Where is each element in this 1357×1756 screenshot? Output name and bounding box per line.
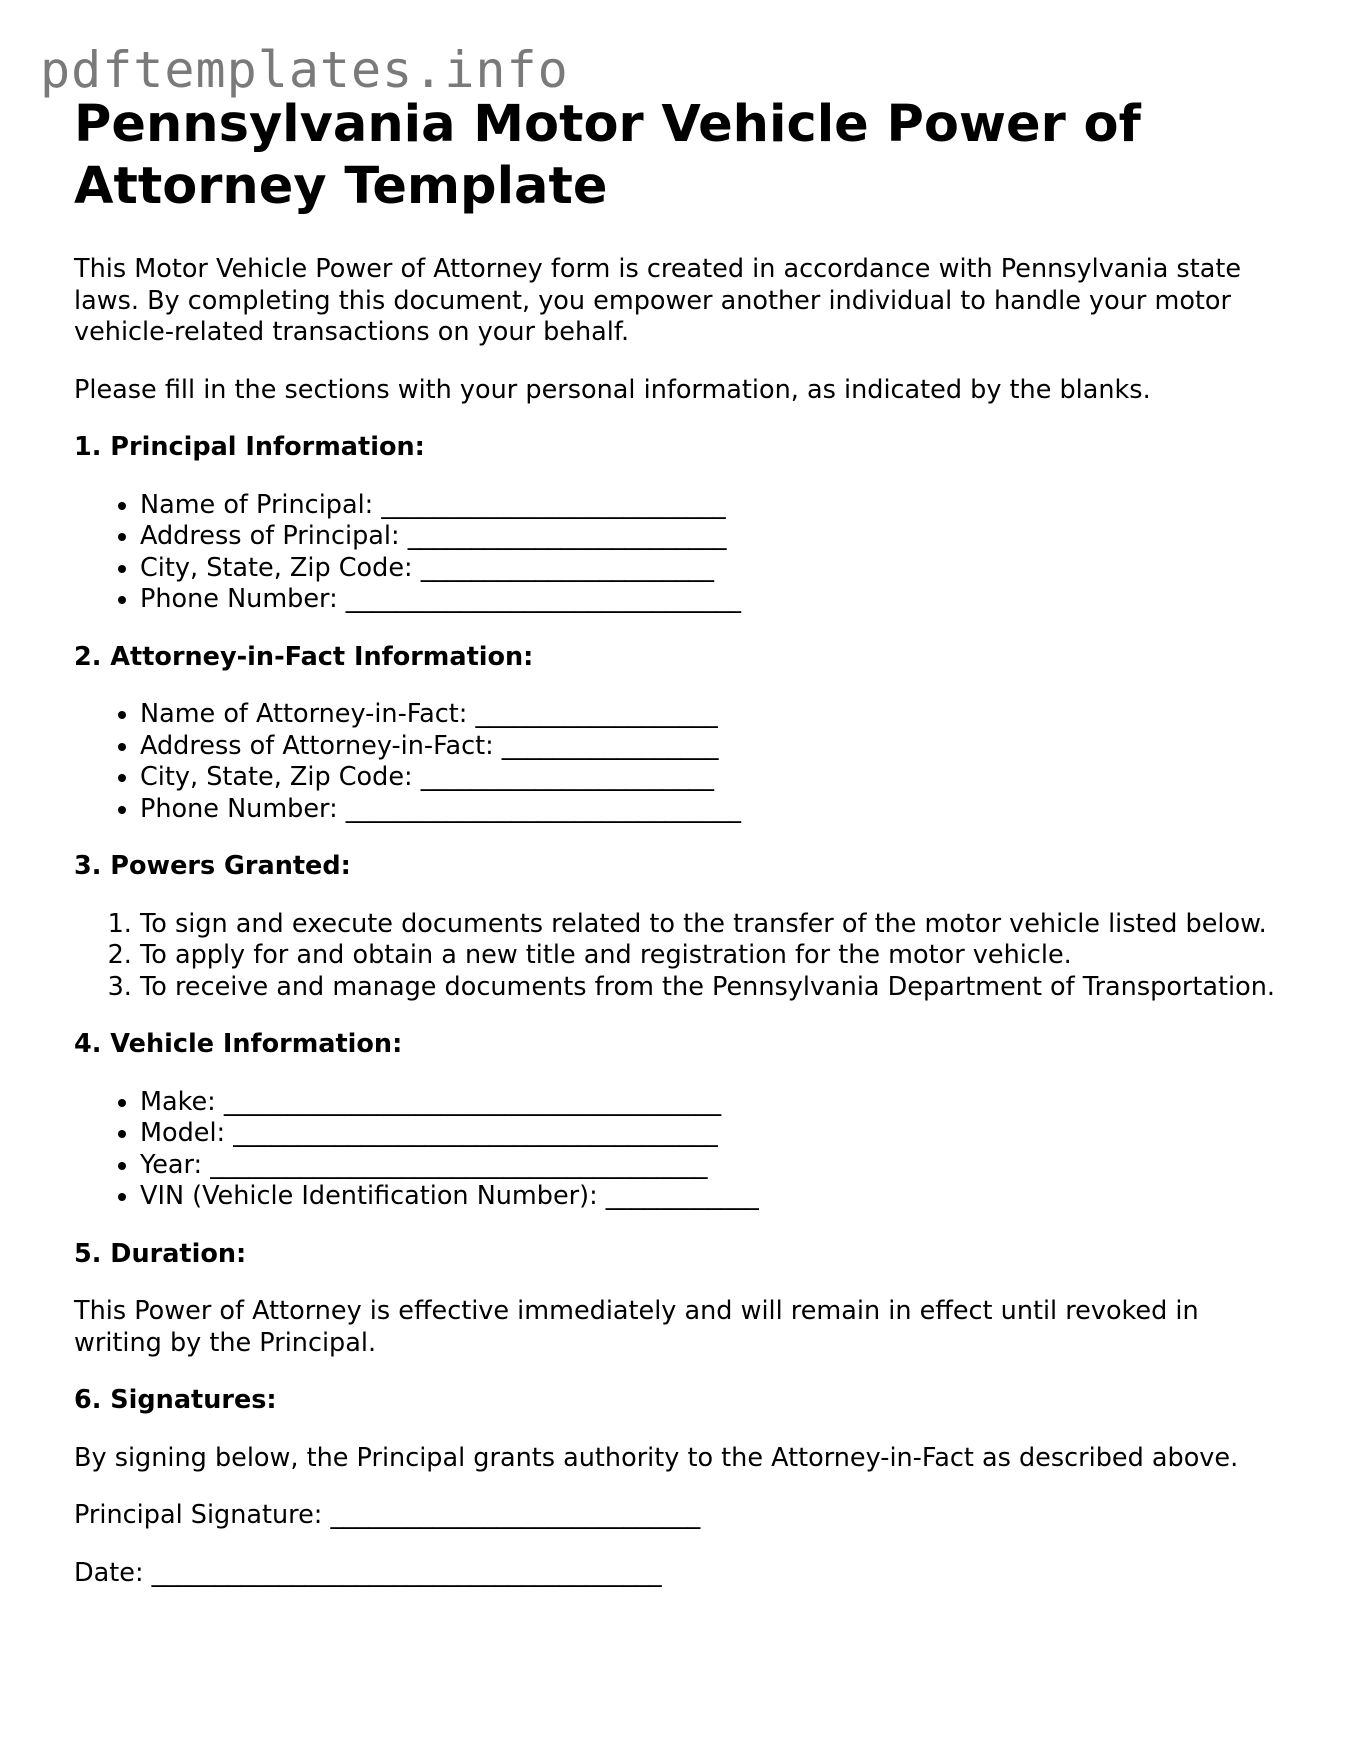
duration-paragraph: This Power of Attorney is effective immediately and will remain in effect until revoked in writing by the Principal. bbox=[74, 1296, 1199, 1358]
power-item: 1. To sign and execute documents related to the transfer of the motor vehicle listed below. bbox=[140, 909, 1289, 941]
vehicle-year-field[interactable]: • Year: _______________________________________ bbox=[140, 1150, 1289, 1182]
vehicle-vin-field[interactable]: • VIN (Vehicle Identification Number): ____________ bbox=[140, 1181, 1289, 1213]
attorney-city-state-zip-field[interactable]: • City, State, Zip Code: _______________________ bbox=[140, 762, 1289, 794]
principal-phone-field[interactable]: • Phone Number: _______________________________ bbox=[140, 584, 1289, 616]
instructions-paragraph: Please fill in the sections with your personal information, as indicated by the blanks. bbox=[74, 374, 1151, 405]
page-title: Pennsylvania Motor Vehicle Power of Attorney Template bbox=[74, 95, 1141, 216]
principal-address-field[interactable]: • Address of Principal: _________________________ bbox=[140, 521, 1289, 553]
powers-list bbox=[74, 909, 1289, 1004]
signatures-paragraph: By signing below, the Principal grants authority to the Attorney-in-Fact as described above. bbox=[74, 1442, 1239, 1473]
section-vehicle-heading: 4. Vehicle Information: bbox=[74, 1029, 403, 1059]
principal-city-state-zip-field[interactable]: • City, State, Zip Code: _______________________ bbox=[140, 553, 1289, 585]
section-principal-heading: 1. Principal Information: bbox=[74, 432, 425, 462]
vehicle-model-field[interactable]: • Model: ______________________________________ bbox=[140, 1118, 1289, 1150]
principal-name-field[interactable]: • Name of Principal: ___________________________ bbox=[140, 490, 1289, 522]
principal-signature-field[interactable]: Principal Signature: _____________________________ bbox=[74, 1500, 701, 1530]
section-duration-heading: 5. Duration: bbox=[74, 1238, 247, 1269]
vehicle-info-list bbox=[74, 1087, 1289, 1213]
attorney-phone-field[interactable]: • Phone Number: _______________________________ bbox=[140, 794, 1289, 826]
vehicle-make-field[interactable]: • Make: _______________________________________ bbox=[140, 1087, 1289, 1119]
attorney-address-field[interactable]: • Address of Attorney-in-Fact: _________________ bbox=[140, 731, 1289, 763]
power-item: 2. To apply for and obtain a new title and registration for the motor vehicle. bbox=[140, 940, 1289, 972]
principal-info-list bbox=[74, 490, 1289, 616]
attorney-info-list bbox=[74, 699, 1289, 825]
power-item: 3. To receive and manage documents from the Pennsylvania Department of Transportation. bbox=[140, 972, 1289, 1004]
section-attorney-heading: 2. Attorney-in-Fact Information: bbox=[74, 641, 534, 672]
attorney-name-field[interactable]: • Name of Attorney-in-Fact: ___________________ bbox=[140, 699, 1289, 731]
date-field[interactable]: Date: ________________________________________ bbox=[74, 1557, 662, 1588]
intro-paragraph: This Motor Vehicle Power of Attorney form is created in accordance with Pennsylvania state laws. By completing this document, you empower another individual to handle your motor vehicle-related transactions on your behalf. bbox=[74, 254, 1242, 347]
document-page bbox=[74, 94, 1289, 1589]
watermark: pdftemplates.info bbox=[40, 41, 569, 99]
section-signatures-heading: 6. Signatures: bbox=[74, 1385, 277, 1415]
section-powers-heading: 3. Powers Granted: bbox=[74, 851, 351, 881]
